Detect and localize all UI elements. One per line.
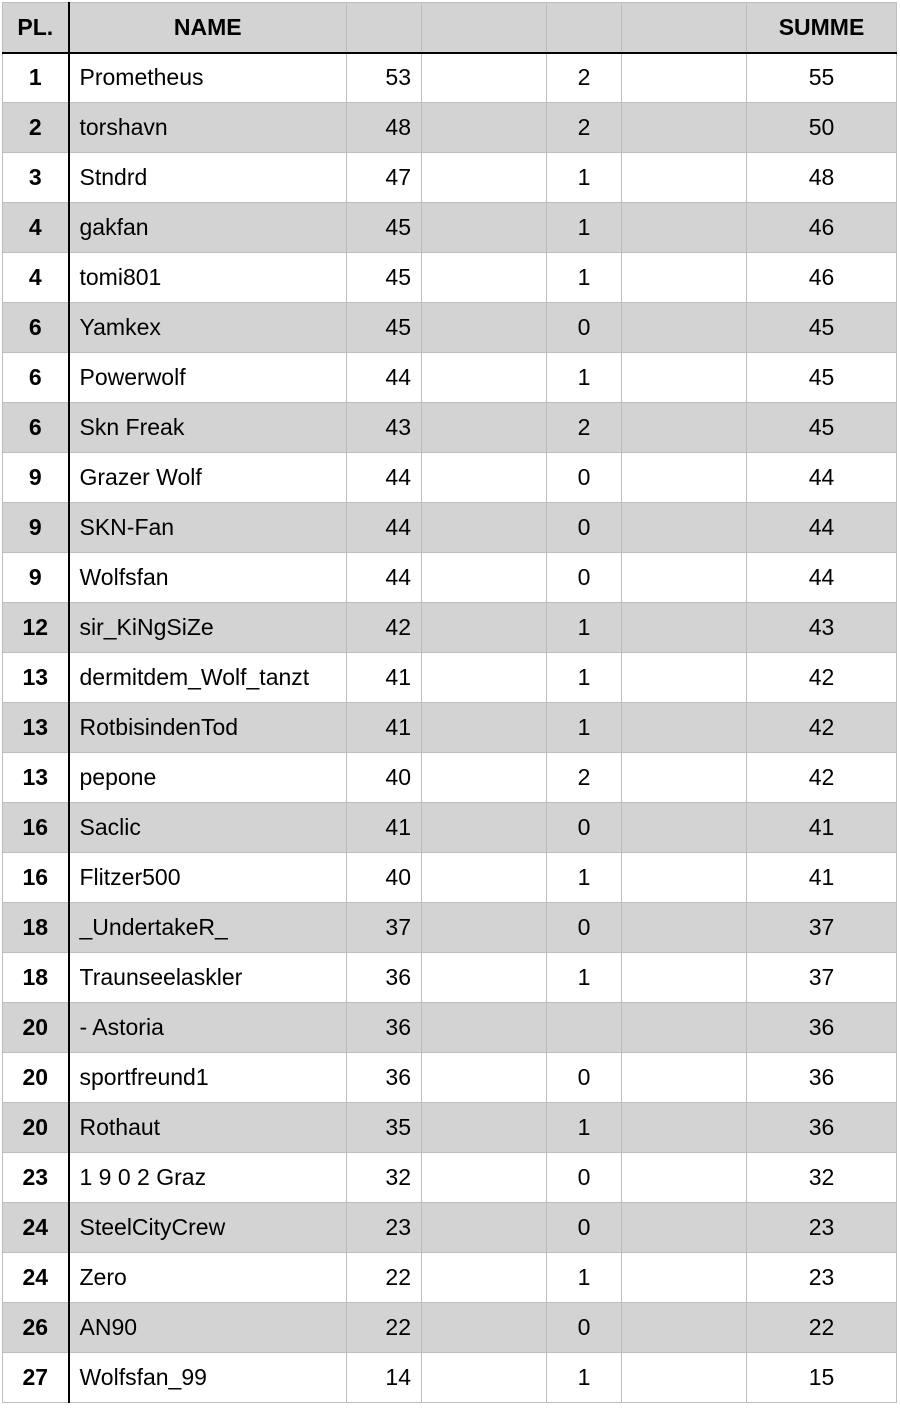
place-cell: 16 xyxy=(3,803,69,853)
name-cell: gakfan xyxy=(69,203,347,253)
table-row xyxy=(3,353,897,403)
empty-cell xyxy=(622,1203,747,1253)
place-cell: 9 xyxy=(3,553,69,603)
place-cell: 9 xyxy=(3,453,69,503)
name-cell: _UndertakeR_ xyxy=(69,903,347,953)
empty-cell xyxy=(422,853,547,903)
empty-cell xyxy=(622,103,747,153)
table-row xyxy=(3,1103,897,1153)
table-row xyxy=(3,303,897,353)
sum-cell: 36 xyxy=(747,1003,897,1053)
bonus-cell: 1 xyxy=(547,703,622,753)
points-cell: 47 xyxy=(347,153,422,203)
place-cell: 6 xyxy=(3,303,69,353)
empty-cell xyxy=(622,703,747,753)
name-cell: Yamkex xyxy=(69,303,347,353)
table-row xyxy=(3,1353,897,1403)
empty-cell xyxy=(422,1003,547,1053)
table-row xyxy=(3,953,897,1003)
empty-cell xyxy=(422,553,547,603)
points-cell: 43 xyxy=(347,403,422,453)
table-body xyxy=(3,53,897,1403)
bonus-cell: 1 xyxy=(547,253,622,303)
empty-cell xyxy=(422,1303,547,1353)
empty-cell xyxy=(622,1153,747,1203)
place-cell: 4 xyxy=(3,203,69,253)
empty-cell xyxy=(622,953,747,1003)
bonus-cell: 1 xyxy=(547,203,622,253)
points-cell: 37 xyxy=(347,903,422,953)
place-cell: 3 xyxy=(3,153,69,203)
bonus-cell: 0 xyxy=(547,903,622,953)
bonus-cell: 0 xyxy=(547,1303,622,1353)
sum-cell: 46 xyxy=(747,253,897,303)
sum-cell: 46 xyxy=(747,203,897,253)
place-cell: 13 xyxy=(3,753,69,803)
table-row xyxy=(3,1253,897,1303)
bonus-cell: 1 xyxy=(547,653,622,703)
points-cell: 40 xyxy=(347,853,422,903)
empty-cell xyxy=(622,553,747,603)
empty-cell xyxy=(422,753,547,803)
bonus-cell: 0 xyxy=(547,1203,622,1253)
empty-cell xyxy=(422,1053,547,1103)
sum-cell: 37 xyxy=(747,953,897,1003)
ranking-table xyxy=(2,2,897,1403)
empty-cell xyxy=(422,1203,547,1253)
empty-cell xyxy=(422,503,547,553)
bonus-cell xyxy=(547,1003,622,1053)
bonus-cell: 2 xyxy=(547,753,622,803)
table-row xyxy=(3,553,897,603)
sum-cell: 44 xyxy=(747,553,897,603)
empty-cell xyxy=(422,603,547,653)
points-cell: 45 xyxy=(347,203,422,253)
sum-cell: 55 xyxy=(747,53,897,103)
points-cell: 41 xyxy=(347,803,422,853)
sum-cell: 45 xyxy=(747,403,897,453)
points-cell: 22 xyxy=(347,1253,422,1303)
place-cell: 13 xyxy=(3,653,69,703)
points-cell: 41 xyxy=(347,703,422,753)
sum-cell: 36 xyxy=(747,1103,897,1153)
points-cell: 44 xyxy=(347,353,422,403)
sum-cell: 42 xyxy=(747,703,897,753)
table-row xyxy=(3,1053,897,1103)
place-cell: 4 xyxy=(3,253,69,303)
place-cell: 13 xyxy=(3,703,69,753)
name-cell: sportfreund1 xyxy=(69,1053,347,1103)
bonus-cell: 0 xyxy=(547,503,622,553)
header-col5 xyxy=(547,3,622,53)
bonus-cell: 1 xyxy=(547,1253,622,1303)
bonus-cell: 2 xyxy=(547,403,622,453)
sum-cell: 15 xyxy=(747,1353,897,1403)
place-cell: 18 xyxy=(3,953,69,1003)
bonus-cell: 1 xyxy=(547,953,622,1003)
bonus-cell: 1 xyxy=(547,153,622,203)
sum-cell: 45 xyxy=(747,353,897,403)
header-sum: SUMME xyxy=(747,3,897,53)
points-cell: 40 xyxy=(347,753,422,803)
points-cell: 22 xyxy=(347,1303,422,1353)
header-name: NAME xyxy=(69,3,347,53)
bonus-cell: 1 xyxy=(547,603,622,653)
empty-cell xyxy=(622,1253,747,1303)
place-cell: 20 xyxy=(3,1003,69,1053)
name-cell: SteelCityCrew xyxy=(69,1203,347,1253)
sum-cell: 44 xyxy=(747,503,897,553)
points-cell: 45 xyxy=(347,253,422,303)
sum-cell: 23 xyxy=(747,1253,897,1303)
empty-cell xyxy=(622,253,747,303)
table-row xyxy=(3,1153,897,1203)
empty-cell xyxy=(422,903,547,953)
sum-cell: 45 xyxy=(747,303,897,353)
bonus-cell: 1 xyxy=(547,853,622,903)
points-cell: 14 xyxy=(347,1353,422,1403)
place-cell: 2 xyxy=(3,103,69,153)
points-cell: 48 xyxy=(347,103,422,153)
empty-cell xyxy=(422,1353,547,1403)
name-cell: Rothaut xyxy=(69,1103,347,1153)
bonus-cell: 0 xyxy=(547,803,622,853)
empty-cell xyxy=(622,1303,747,1353)
sum-cell: 43 xyxy=(747,603,897,653)
empty-cell xyxy=(622,503,747,553)
place-cell: 23 xyxy=(3,1153,69,1203)
sum-cell: 22 xyxy=(747,1303,897,1353)
sum-cell: 37 xyxy=(747,903,897,953)
name-cell: Prometheus xyxy=(69,53,347,103)
points-cell: 36 xyxy=(347,953,422,1003)
header-col6 xyxy=(622,3,747,53)
empty-cell xyxy=(622,1103,747,1153)
bonus-cell: 2 xyxy=(547,103,622,153)
points-cell: 23 xyxy=(347,1203,422,1253)
name-cell: SKN-Fan xyxy=(69,503,347,553)
name-cell: Wolfsfan_99 xyxy=(69,1353,347,1403)
empty-cell xyxy=(622,1353,747,1403)
points-cell: 45 xyxy=(347,303,422,353)
sum-cell: 41 xyxy=(747,853,897,903)
empty-cell xyxy=(622,853,747,903)
bonus-cell: 0 xyxy=(547,303,622,353)
table-row xyxy=(3,1303,897,1353)
place-cell: 9 xyxy=(3,503,69,553)
bonus-cell: 1 xyxy=(547,353,622,403)
empty-cell xyxy=(422,253,547,303)
empty-cell xyxy=(622,203,747,253)
place-cell: 16 xyxy=(3,853,69,903)
place-cell: 20 xyxy=(3,1103,69,1153)
empty-cell xyxy=(422,453,547,503)
place-cell: 18 xyxy=(3,903,69,953)
table-row xyxy=(3,853,897,903)
points-cell: 36 xyxy=(347,1053,422,1103)
table-row xyxy=(3,603,897,653)
name-cell: Powerwolf xyxy=(69,353,347,403)
empty-cell xyxy=(622,353,747,403)
points-cell: 41 xyxy=(347,653,422,703)
empty-cell xyxy=(622,1003,747,1053)
place-cell: 20 xyxy=(3,1053,69,1103)
empty-cell xyxy=(422,303,547,353)
name-cell: Saclic xyxy=(69,803,347,853)
empty-cell xyxy=(622,1053,747,1103)
place-cell: 1 xyxy=(3,53,69,103)
sum-cell: 23 xyxy=(747,1203,897,1253)
points-cell: 44 xyxy=(347,553,422,603)
name-cell: Grazer Wolf xyxy=(69,453,347,503)
table-row xyxy=(3,153,897,203)
points-cell: 53 xyxy=(347,53,422,103)
place-cell: 12 xyxy=(3,603,69,653)
empty-cell xyxy=(622,153,747,203)
table-row xyxy=(3,903,897,953)
points-cell: 44 xyxy=(347,503,422,553)
empty-cell xyxy=(422,703,547,753)
empty-cell xyxy=(422,1103,547,1153)
points-cell: 32 xyxy=(347,1153,422,1203)
sum-cell: 36 xyxy=(747,1053,897,1103)
name-cell: Zero xyxy=(69,1253,347,1303)
table-row xyxy=(3,1003,897,1053)
table-row xyxy=(3,403,897,453)
empty-cell xyxy=(622,753,747,803)
sum-cell: 42 xyxy=(747,753,897,803)
sum-cell: 48 xyxy=(747,153,897,203)
table-row xyxy=(3,103,897,153)
name-cell: dermitdem_Wolf_tanzt xyxy=(69,653,347,703)
empty-cell xyxy=(422,403,547,453)
place-cell: 6 xyxy=(3,403,69,453)
table-row xyxy=(3,753,897,803)
empty-cell xyxy=(422,653,547,703)
name-cell: tomi801 xyxy=(69,253,347,303)
empty-cell xyxy=(422,103,547,153)
points-cell: 35 xyxy=(347,1103,422,1153)
bonus-cell: 0 xyxy=(547,553,622,603)
empty-cell xyxy=(622,903,747,953)
empty-cell xyxy=(422,353,547,403)
empty-cell xyxy=(622,403,747,453)
bonus-cell: 0 xyxy=(547,1153,622,1203)
bonus-cell: 1 xyxy=(547,1353,622,1403)
table-row xyxy=(3,453,897,503)
bonus-cell: 0 xyxy=(547,453,622,503)
name-cell: - Astoria xyxy=(69,1003,347,1053)
sum-cell: 44 xyxy=(747,453,897,503)
empty-cell xyxy=(622,303,747,353)
empty-cell xyxy=(422,153,547,203)
name-cell: 1 9 0 2 Graz xyxy=(69,1153,347,1203)
empty-cell xyxy=(422,53,547,103)
bonus-cell: 0 xyxy=(547,1053,622,1103)
name-cell: Traunseelaskler xyxy=(69,953,347,1003)
name-cell: AN90 xyxy=(69,1303,347,1353)
sum-cell: 41 xyxy=(747,803,897,853)
table-row xyxy=(3,653,897,703)
points-cell: 44 xyxy=(347,453,422,503)
empty-cell xyxy=(622,603,747,653)
place-cell: 24 xyxy=(3,1203,69,1253)
name-cell: Skn Freak xyxy=(69,403,347,453)
empty-cell xyxy=(422,1153,547,1203)
header-row xyxy=(3,3,897,53)
sum-cell: 50 xyxy=(747,103,897,153)
table-row xyxy=(3,1203,897,1253)
empty-cell xyxy=(622,53,747,103)
empty-cell xyxy=(622,803,747,853)
name-cell: torshavn xyxy=(69,103,347,153)
table-row xyxy=(3,703,897,753)
bonus-cell: 1 xyxy=(547,1103,622,1153)
table-row xyxy=(3,253,897,303)
empty-cell xyxy=(622,453,747,503)
place-cell: 26 xyxy=(3,1303,69,1353)
bonus-cell: 2 xyxy=(547,53,622,103)
table-row xyxy=(3,503,897,553)
empty-cell xyxy=(422,953,547,1003)
header-place: PL. xyxy=(3,3,69,53)
place-cell: 6 xyxy=(3,353,69,403)
empty-cell xyxy=(422,803,547,853)
empty-cell xyxy=(422,1253,547,1303)
header-col4 xyxy=(422,3,547,53)
place-cell: 27 xyxy=(3,1353,69,1403)
name-cell: Stndrd xyxy=(69,153,347,203)
points-cell: 42 xyxy=(347,603,422,653)
name-cell: RotbisindenTod xyxy=(69,703,347,753)
empty-cell xyxy=(622,653,747,703)
name-cell: Flitzer500 xyxy=(69,853,347,903)
name-cell: pepone xyxy=(69,753,347,803)
table-row xyxy=(3,53,897,103)
name-cell: Wolfsfan xyxy=(69,553,347,603)
table-row xyxy=(3,203,897,253)
name-cell: sir_KiNgSiZe xyxy=(69,603,347,653)
empty-cell xyxy=(422,203,547,253)
table-row xyxy=(3,803,897,853)
sum-cell: 32 xyxy=(747,1153,897,1203)
sum-cell: 42 xyxy=(747,653,897,703)
points-cell: 36 xyxy=(347,1003,422,1053)
header-col3 xyxy=(347,3,422,53)
place-cell: 24 xyxy=(3,1253,69,1303)
